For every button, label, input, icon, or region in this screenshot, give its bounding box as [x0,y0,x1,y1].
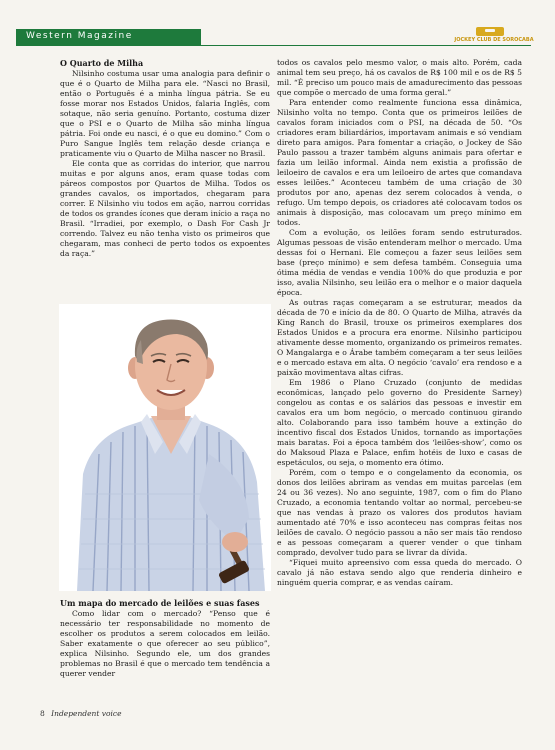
left-column-top [60,58,270,259]
paragraph: Em 1986 o Plano Cruzado (conjunto de medidas econômicas, lançado pelo governo do Presidente Sarney) congelou as contas e os salários das pessoas e investir em cavalos era um bom negócio, o mercado continuou girando alto. Colaborando para isso também houve a extinção do incentivo fiscal dos Estados Unidos, tornando as importações mais baratas. Foi a época também dos ‘leilões-show’, como os do Maksoud Plaza e Palace, enfim hotéis de luxo e casas de espetáculos, ou seja, o momento era ótimo. [277,378,522,467]
paragraph: todos os cavalos pelo mesmo valor, o mais alto. Porém, cada animal tem seu preço, há os cavalos de R$ 100 mil e os de R$ 5 mil. “É preciso um pouco mais de amadurecimento das pessoas que compõe o mercado de uma forma geral.” [277,58,522,97]
paragraph: “Fiquei muito apreensivo com essa queda do mercado. O cavalo já não estava sendo algo que renderia dinheiro e ninguém queria comprar, e as vendas caíram. [277,558,522,587]
page-number: 8 [40,709,45,718]
portrait-illustration [59,304,271,591]
paragraph: Nilsinho costuma usar uma analogia para definir o que é o Quarto de Milha para ele. “Nasci no Brasil, então o Português é a minha língua pátria. Se eu fosse morar nos Estados Unidos, falaria Inglês, com sotaque, não seria genuíno. Portanto, costuma dizer que o PSI e o Quarto de Milha são minha língua pátria. Foi onde eu nasci, é o que eu domino.” Com o Puro Sangue Inglês tem relação desde criança e praticamente viu o Quarto de Milha nascer no Brasil. [60,69,270,158]
right-column [277,58,522,588]
paragraph: Porém, com o tempo e o congelamento da economia, os donos dos leilões abriram as vendas em muitas parcelas (em 24 ou 36 vezes). No ano seguinte, 1987, com o fim do Plano Cruzado, a economia tentando voltar ao normal, percebeu-se que nas vendas à prazo os valores dos produtos haviam aumentado até 70% e isso aconteceu nas compras feitas nos leilões de cavalo. O negócio passou a não ser mais tão rendoso e as pessoas começaram a querer vender o que tinham comprado, devolver tudo para se livrar da dívida. [277,468,522,557]
jockey-club-logo-icon [476,27,504,36]
publication-name: Independent voice [51,709,122,718]
paragraph: Para entender como realmente funciona essa dinâmica, Nilsinho volta no tempo. Conta que os primeiros leilões de cavalos foram iniciados com o PSI, na década de 50. “Os criadores eram biliardários, importavam animais e só vendiam direto para amigos. Para fomentar a criação, o Jockey de São Paulo passou a trazer também alguns animais para ofertar e fazia um leilão informal. Ainda nem existia a profissão de leiloeiro de cavalos e era um leiloeiro de artes que comandava esses leilões.” Aconteceu também de uma criação de 30 produtos por ano, apenas dez serem colocados à venda, o refugo. Um tempo depois, os criadores até colocavam todos os animais à disposição, mas colocavam um preço mínimo em todos. [277,98,522,227]
paragraph: Com a evolução, os leilões foram sendo estruturados. Algumas pessoas de visão entenderam melhor o mercado. Uma dessas foi o Hernani. Ele começou a fazer seus leilões sem base (preço mínimo) e sem defesa também. Conseguia uma ótima média de vendas e vendia 100% do que produzia e por isso, avalia Nilsinho, seu leilão era o melhor e o maior daquela época. [277,228,522,297]
jockey-club-logo-text: JOCKEY CLUB DE SOROCABA [454,37,534,43]
paragraph: As outras raças começaram a se estruturar, meados da década de 70 e início da de 80. O Quarto de Milha, através da King Ranch do Brasil, trouxe os primeiros exemplares dos Estados Unidos e a procura era enorme. Nilsinho participou ativamente desse momento, organizando os primeiros remates. O Mangalarga e o Árabe também começaram a ter seus leilões e o mercado estava em alta. O negócio ‘cavalo’ era rendoso e a paixão movimentava altas cifras. [277,298,522,377]
section-title-quarto-de-milha: O Quarto de Milha [60,58,144,68]
left-column-bottom [60,598,270,679]
paragraph: Ele conta que as corridas do interior, que narrou muitas e por alguns anos, eram quase todas com páreos compostos por Quartos de Milha. Todos os grandes cavalos, os importados, chegaram para correr. E Nilsinho viu todos em ação, narrou corridas de todos os grandes ícones que deram início a raça no Brasil. “Irradiei, por exemplo, o Dash For Cash Jr correndo. Talvez eu não tenha visto os primeiros que chegaram, mas conheci de perto todos os expoentes da raça.” [60,159,270,258]
jockey-club-logo [454,27,534,44]
magazine-title: Western Magazine [26,31,133,41]
section-title-mapa-mercado: Um mapa do mercado de leilões e suas fases [60,598,260,608]
paragraph: Como lidar com o mercado? “Penso que é necessário ter responsabilidade no momento de escolher os produtos a serem colocados em leilão. Saber exatamente o que oferecer ao seu público”, explica Nilsinho. Segundo ele, um dos grandes problemas no Brasil é que o mercado tem tendência a querer vender [60,609,270,678]
header-rule [201,45,531,46]
page-footer [40,709,122,718]
portrait-photo [59,304,271,591]
